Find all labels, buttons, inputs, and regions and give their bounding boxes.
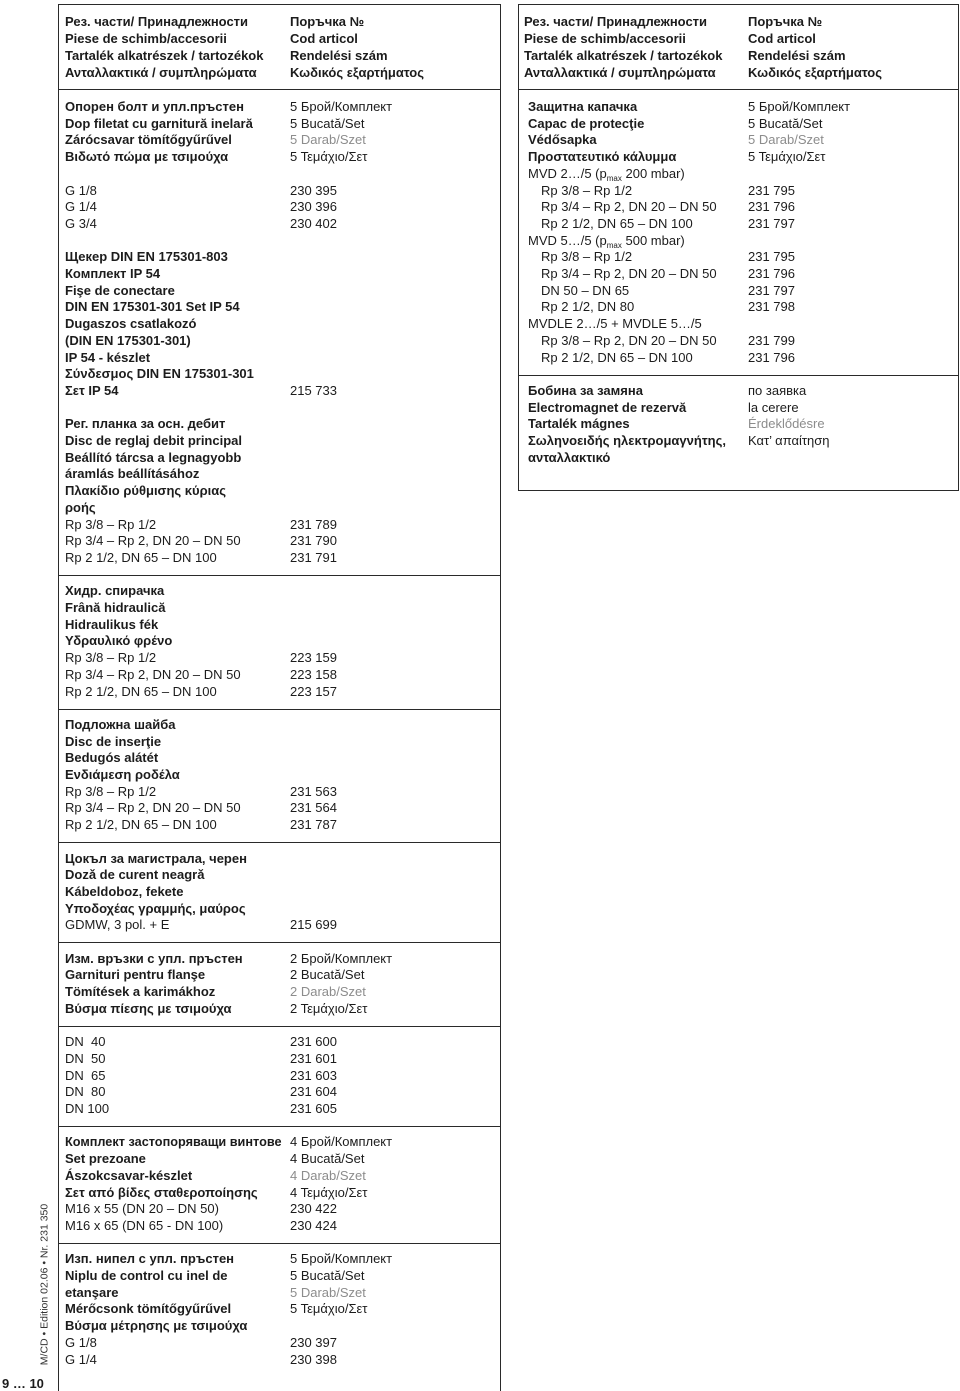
variant-label: Rp 3/4 – Rp 2, DN 20 – DN 50 (65, 800, 241, 816)
header-value: Κωδικός εξαρτήματος (290, 64, 424, 80)
part-name: Опорен болт и упл.пръстен (65, 99, 244, 114)
part-name: Set prezoane (65, 1151, 146, 1167)
order-number: 230 396 (290, 199, 337, 215)
part-name: Βιδωτό πώμα με τσιμούχα (65, 149, 229, 165)
variant-label: Rp 2 1/2, DN 65 – DN 100 (65, 817, 217, 833)
part-name: Niplu de control cu inel de (65, 1268, 228, 1283)
variant-label: Rp 2 1/2, DN 65 – DN 100 (65, 549, 217, 565)
variant-row (0, 299, 960, 316)
variant-row (0, 350, 960, 367)
part-name: Bedugós alátét (65, 750, 159, 766)
order-number: 231 601 (290, 1050, 337, 1066)
part-name: Ászokcsavar-készlet (65, 1167, 193, 1183)
pack-quantity: 4 Брой/Комплект (290, 1134, 393, 1150)
variant-row (0, 333, 960, 350)
variant-label: Rp 3/4 – Rp 2, DN 20 – DN 50 (65, 533, 241, 549)
order-number: 230 397 (290, 1334, 337, 1350)
part-name: ροής (65, 499, 96, 515)
order-number: 231 798 (748, 299, 795, 315)
part-name: Подложна шайба (65, 716, 176, 732)
order-number: 223 158 (290, 666, 337, 682)
header-label: Piese de schimb/accesorii (524, 30, 686, 46)
part-name: Dugaszos csatlakozó (65, 316, 197, 332)
order-number: 231 789 (290, 516, 337, 532)
header-value: Cod articol (748, 30, 816, 46)
part-name: Бобина за замяна (528, 382, 643, 398)
pressure-subscript: max (606, 240, 622, 250)
order-number: 231 796 (748, 199, 795, 215)
variant-label: Rp 3/8 – Rp 1/2 (65, 650, 157, 666)
header-row (0, 47, 960, 64)
part-name: Рег. планка за осн. дебит (65, 416, 226, 432)
part-name: Capac de protecţie (528, 115, 645, 131)
pressure-subscript: max (606, 173, 622, 183)
part-name: Σύνδεσμος DIN EN 175301-301 (65, 366, 254, 382)
order-number: 215 699 (290, 917, 337, 933)
part-name: ανταλλακτικό (528, 449, 611, 465)
variant-label: Rp 2 1/2, DN 80 (541, 299, 635, 315)
model-range-text: MVD 2…/5 (p (528, 165, 607, 181)
variant-label: Rp 3/8 – Rp 1/2 (65, 516, 157, 532)
model-range-suffix: 500 mbar) (621, 232, 685, 248)
pack-quantity: 4 Τεμάχιο/Σετ (290, 1184, 368, 1200)
order-number: 231 799 (748, 332, 795, 348)
pack-quantity: 5 Брой/Комплект (290, 99, 393, 114)
part-name: Комплект застопоряващи винтове (65, 1134, 282, 1150)
title-row (0, 383, 960, 400)
part-name: Цокъл за магистрала, черен (65, 850, 247, 866)
model-range-text: MVDLE 2…/5 + MVDLE 5…/5 (528, 316, 702, 332)
variant-label: DN 65 (65, 1067, 106, 1083)
part-name: Tartalék mágnes (528, 416, 630, 432)
pack-quantity: 5 Darab/Szet (290, 1284, 366, 1300)
part-name: Electromagnet de rezervă (528, 399, 687, 415)
pack-quantity: 5 Bucată/Set (748, 115, 823, 131)
title-row (0, 149, 960, 166)
order-number: 215 733 (290, 382, 337, 398)
part-name: Προστατευτικό κάλυμμα (528, 149, 677, 165)
page-number: 9 … 10 (2, 1376, 44, 1391)
pack-quantity: 5 Bucată/Set (290, 115, 365, 131)
variant-label: Rp 2 1/2, DN 65 – DN 100 (541, 349, 693, 365)
variant-label: G 1/4 (65, 1351, 97, 1367)
header-value: Rendelési szám (290, 47, 388, 63)
header-label: Tartalék alkatrészek / tartozékok (65, 47, 264, 63)
pack-quantity: 4 Bucată/Set (290, 1151, 365, 1167)
pack-quantity: 5 Darab/Szet (748, 132, 824, 148)
part-name: Σωληνοειδής ηλεκτρομαγνήτης, (528, 433, 726, 448)
variant-label: G 3/4 (65, 215, 97, 231)
part-name: Комплект IP 54 (65, 266, 161, 281)
header-divider (518, 89, 959, 90)
header-value: Rendelési szám (748, 47, 846, 63)
header-row (0, 13, 960, 30)
order-number: 231 797 (748, 282, 795, 298)
variant-label: Rp 3/8 – Rp 1/2 (541, 182, 633, 198)
part-name: Kábeldoboz, fekete (65, 883, 184, 899)
order-number: 231 605 (290, 1101, 337, 1116)
part-name: Beállító tárcsa a legnagyobb (65, 449, 242, 465)
part-name: DIN EN 175301-301 Set IP 54 (65, 299, 240, 315)
order-number: 230 402 (290, 215, 337, 231)
header-value: Κωδικός εξαρτήματος (748, 64, 882, 80)
variant-row (0, 266, 960, 283)
part-name: Βύσμα πίεσης με τσιμούχα (65, 1000, 232, 1016)
title-row (0, 400, 960, 417)
availability-note: Κατ’ απαίτηση (748, 433, 830, 448)
order-number: 231 791 (290, 549, 337, 565)
part-name: Σετ από βίδες σταθεροποίησης (65, 1184, 258, 1200)
part-name: Изм. връзки с упл. пръстен (65, 950, 243, 966)
variant-label: M16 x 55 (DN 20 – DN 50) (65, 1201, 219, 1217)
pack-quantity: 5 Брой/Комплект (290, 1251, 393, 1267)
part-name: Ενδιάμεση ροδέλα (65, 767, 180, 782)
variant-label: G 1/8 (65, 182, 97, 198)
pack-quantity: 5 Τεμάχιο/Σετ (290, 149, 368, 165)
variant-label: DN 80 (65, 1084, 106, 1100)
part-name: Mérőcsonk tömítőgyűrűvel (65, 1301, 232, 1317)
title-row (0, 116, 960, 133)
pack-quantity: 2 Darab/Szet (290, 984, 366, 1000)
header-value: Поръчка № (748, 13, 823, 29)
order-number: 231 604 (290, 1084, 337, 1100)
header-label: Рез. части/ Принадлежности (524, 13, 708, 29)
order-number: 223 159 (290, 650, 337, 666)
pack-quantity: 5 Τεμάχιο/Σετ (748, 149, 826, 165)
edition-note: M/CD • Edition 02.06 • Nr. 231 350 (38, 1203, 51, 1366)
pack-quantity: 2 Bucată/Set (290, 967, 365, 983)
variant-row (0, 283, 960, 300)
order-number: 231 600 (290, 1034, 337, 1050)
variant-label: GDMW, 3 pol. + E (65, 917, 170, 933)
part-name: Dop filetat cu garnitură inelară (65, 115, 253, 131)
part-name: Хидр. спирачка (65, 583, 165, 599)
title-row (0, 433, 960, 450)
variant-label: Rp 2 1/2, DN 65 – DN 100 (541, 215, 693, 231)
variant-label: M16 x 65 (DN 65 - DN 100) (65, 1217, 224, 1233)
part-name: Frână hidraulică (65, 600, 166, 615)
order-number: 231 787 (290, 817, 337, 833)
part-name: Hidraulikus fék (65, 616, 159, 632)
variant-row (0, 183, 960, 200)
model-range-suffix: 200 mbar) (621, 165, 685, 181)
part-name: áramlás beállításához (65, 466, 200, 482)
part-name: Dozǎ de curent neagrǎ (65, 867, 205, 883)
part-name: Fişe de conectare (65, 282, 175, 298)
variant-label: DN 50 – DN 65 (541, 282, 630, 298)
header-row (0, 64, 960, 81)
variant-label: Rp 3/4 – Rp 2, DN 20 – DN 50 (65, 666, 241, 682)
order-number: 230 424 (290, 1217, 337, 1233)
pack-quantity: 5 Darab/Szet (290, 132, 366, 148)
order-number: 231 790 (290, 533, 337, 549)
title-row (0, 99, 960, 116)
variant-label: Rp 3/8 – Rp 2, DN 20 – DN 50 (541, 332, 717, 348)
variant-label: Rp 3/4 – Rp 2, DN 20 – DN 50 (541, 266, 717, 281)
part-name: Υποδοχέας γραμμής, μαύρος (65, 900, 246, 916)
part-name: Защитна капачка (528, 99, 638, 114)
section-divider (518, 375, 959, 376)
order-number: 231 795 (748, 182, 795, 198)
part-name: Disc de reglaj debit principal (65, 433, 242, 448)
order-number: 231 796 (748, 266, 795, 281)
model-range (528, 166, 685, 183)
header-value: Поръчка № (290, 13, 365, 29)
variant-label: Rp 3/4 – Rp 2, DN 20 – DN 50 (541, 199, 717, 215)
part-name: Tömítések a karimákhoz (65, 984, 216, 1000)
model-range-text: MVD 5…/5 (p (528, 232, 607, 248)
part-name: IP 54 - készlet (65, 349, 151, 365)
model-range (528, 316, 702, 333)
variant-label: G 1/8 (65, 1334, 97, 1350)
title-row (0, 132, 960, 149)
variant-label: G 1/4 (65, 199, 97, 215)
header-value: Cod articol (290, 30, 358, 46)
order-number: 223 157 (290, 683, 337, 699)
model-row (0, 233, 960, 250)
pack-quantity: 5 Τεμάχιο/Σετ (290, 1301, 368, 1317)
part-name: etanşare (65, 1284, 119, 1300)
model-range (528, 233, 685, 250)
order-number: 231 796 (748, 349, 795, 365)
variant-label: Rp 3/8 – Rp 1/2 (541, 249, 633, 265)
pack-quantity: 4 Darab/Szet (290, 1167, 366, 1183)
order-number: 231 564 (290, 800, 337, 816)
pack-quantity: 5 Bucată/Set (290, 1268, 365, 1283)
pack-quantity: 5 Брой/Комплект (748, 99, 851, 114)
part-name: Щекер DIN EN 175301-803 (65, 249, 228, 265)
part-name: Védősapka (528, 132, 597, 148)
part-name: Πλακίδιο ρύθμισης κύριας (65, 483, 226, 499)
part-name: Изп. нипел с упл. пръстен (65, 1251, 235, 1267)
header-row (0, 30, 960, 47)
variant-row (0, 216, 960, 233)
variant-label: DN 100 (65, 1101, 110, 1116)
header-label: Tartalék alkatrészek / tartozékok (524, 47, 723, 63)
pack-quantity: 2 Брой/Комплект (290, 950, 393, 966)
model-row (0, 166, 960, 183)
model-row (0, 316, 960, 333)
availability-note: по заявка (748, 382, 807, 398)
order-number: 230 398 (290, 1351, 337, 1367)
order-number: 231 795 (748, 249, 795, 265)
header-label: Ανταλλακτικά / συμπληρώματα (65, 64, 257, 80)
variant-row (0, 199, 960, 216)
part-name: Υδραυλικό φρένο (65, 633, 173, 649)
part-name: (DIN EN 175301-301) (65, 332, 191, 348)
variant-label: DN 50 (65, 1050, 106, 1066)
order-number: 230 395 (290, 182, 337, 198)
order-number: 231 797 (748, 215, 795, 231)
order-number: 231 563 (290, 783, 337, 799)
availability-note: Érdeklődésre (748, 416, 825, 432)
part-name: Βύσμα μέτρησης με τσιμούχα (65, 1318, 248, 1334)
part-name: Garnituri pentru flanşe (65, 967, 206, 983)
variant-row (0, 249, 960, 266)
variant-label: Rp 2 1/2, DN 65 – DN 100 (65, 683, 217, 699)
variant-label: Rp 3/8 – Rp 1/2 (65, 783, 157, 799)
part-name: Σετ IP 54 (65, 382, 119, 398)
title-row (0, 416, 960, 433)
header-label: Piese de schimb/accesorii (65, 30, 227, 46)
part-name: Disc de inserţie (65, 733, 162, 749)
header-label: Рез. части/ Принадлежности (65, 13, 249, 29)
part-name: Zárócsavar tömítőgyűrűvel (65, 132, 232, 148)
variant-label: DN 40 (65, 1034, 106, 1050)
order-number: 231 603 (290, 1067, 337, 1083)
header-label: Ανταλλακτικά / συμπληρώματα (524, 64, 716, 80)
title-row (0, 450, 960, 467)
order-number: 230 422 (290, 1201, 337, 1217)
pack-quantity: 2 Τεμάχιο/Σετ (290, 1000, 368, 1016)
availability-note: la cerere (748, 399, 799, 415)
